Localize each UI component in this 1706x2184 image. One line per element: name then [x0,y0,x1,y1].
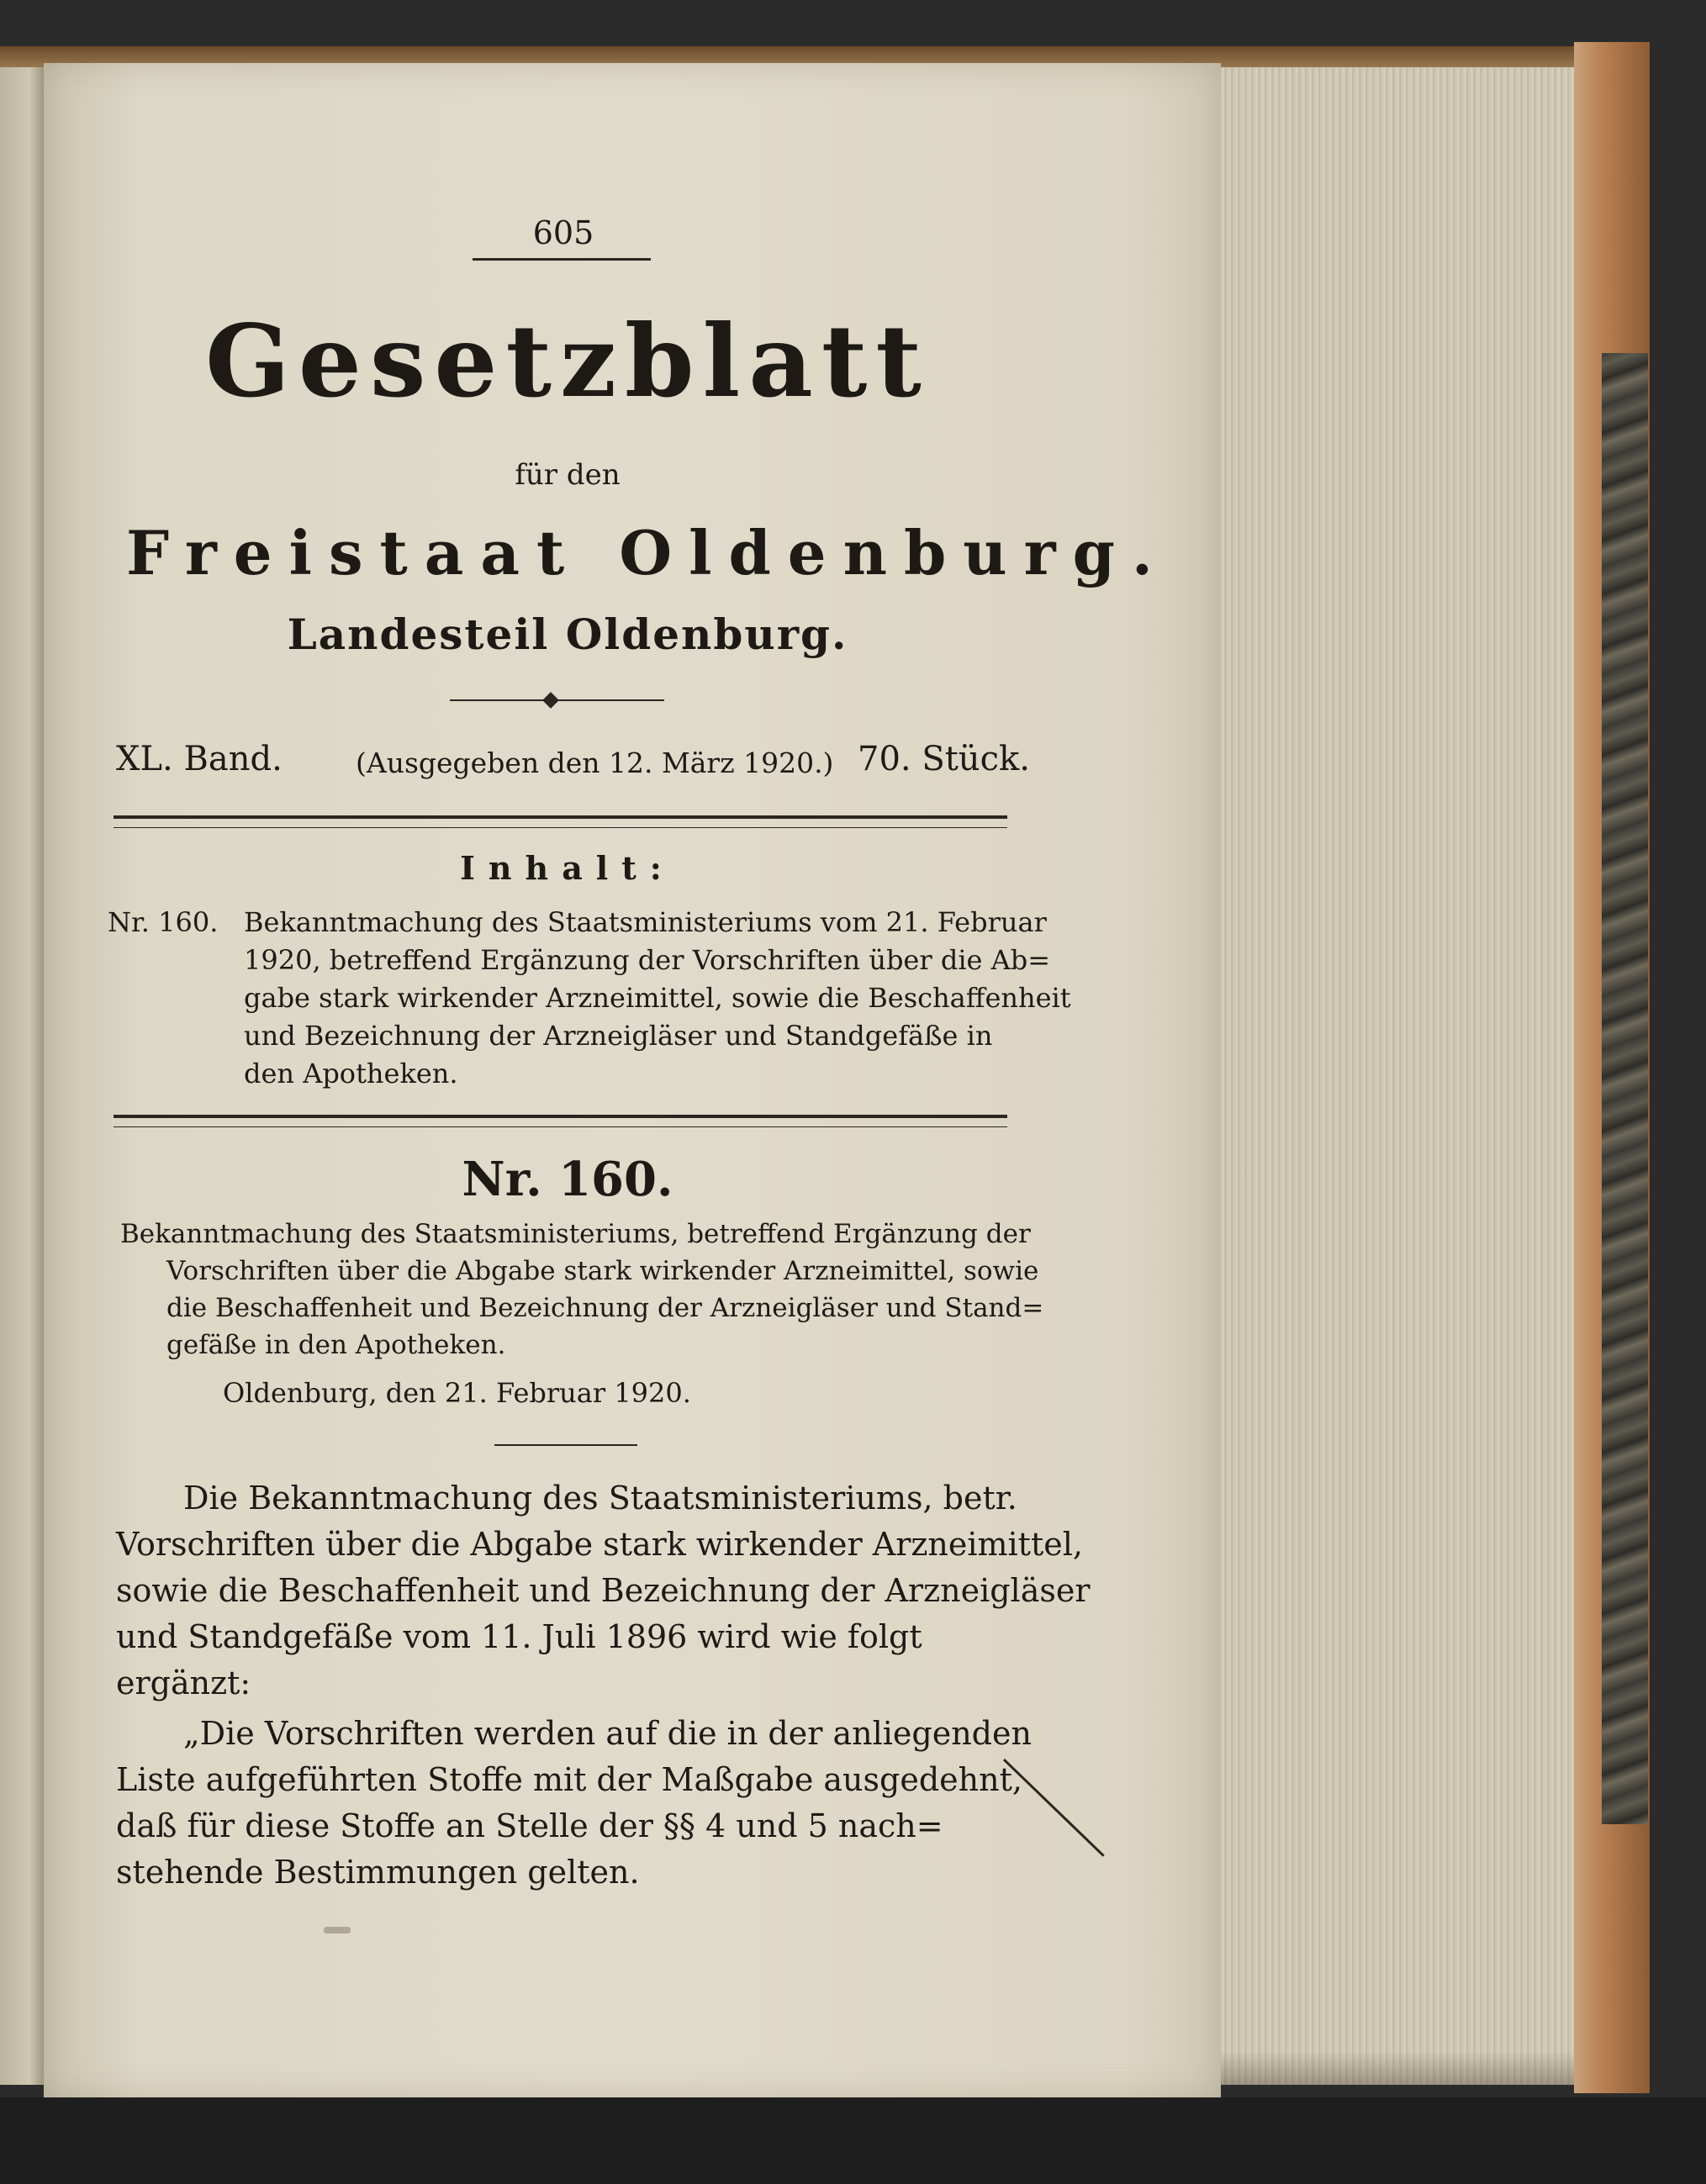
body-line: Vorschriften über die Abgabe stark wirkender Arzneimittel, [116,1526,1083,1563]
double-rule-top [114,815,1007,828]
contents-line: 1920, betreffend Ergänzung der Vorschriften über die Ab= [244,944,1051,976]
article-subject-line: gefäße in den Apotheken. [166,1330,506,1360]
contents-number: Nr. 160. [108,906,219,938]
marbled-board [1602,353,1648,1824]
issue-piece: 70. Stück. [858,740,1030,778]
body-line: und Standgefäße vom 11. Juli 1896 wird wie folgt [116,1618,922,1655]
page-number: 605 [532,214,594,251]
body-line: Die Bekanntmachung des Staatsministeriums, betr. [183,1480,1017,1517]
body-line: „Die Vorschriften werden auf die in der anliegenden [183,1715,1032,1752]
page-stack [1221,67,1574,2085]
contents-line: gabe stark wirkender Arzneimittel, sowie die Beschaffenheit [244,982,1071,1014]
ink-smudge [324,1927,351,1933]
body-line: ergänzt: [116,1664,251,1701]
masthead-region: Landesteil Oldenburg. [287,609,848,659]
masthead-state: Freistaat Oldenburg. [126,517,1170,588]
article-place-date: Oldenburg, den 21. Februar 1920. [223,1377,691,1409]
body-line: Liste aufgeführten Stoffe mit der Maßgabe ausgedehnt, [116,1761,1022,1798]
article-subject-line: die Beschaffenheit und Bezeichnung der Arzneigläser und Stand= [166,1293,1044,1323]
masthead-fuer-den: für den [515,458,621,492]
issue-volume: XL. Band. [116,740,283,778]
left-page-edge [0,67,49,2085]
masthead-title: Gesetzblatt [205,303,930,419]
ornament-divider [450,693,664,708]
article-subject-line: Bekanntmachung des Staatsministeriums, betreffend Ergänzung der [120,1219,1031,1249]
issue-date: (Ausgegeben den 12. März 1920.) [356,746,834,779]
body-line: daß für diese Stoffe an Stelle der §§ 4 und 5 nach= [116,1807,943,1844]
contents-heading: Inhalt: [460,849,675,887]
contents-line: den Apotheken. [244,1058,458,1089]
article-subject-line: Vorschriften über die Abgabe stark wirkender Arzneimittel, sowie [166,1256,1039,1286]
ornament-diamond [542,692,559,709]
contents-line: und Bezeichnung der Arzneigläser und Standgefäße in [244,1020,993,1052]
page-stack-shadow [1221,2051,1574,2085]
body-line: stehende Bestimmungen gelten. [116,1854,640,1891]
double-rule-bottom [114,1115,1007,1127]
article-short-rule [494,1444,637,1446]
body-line: sowie die Beschaffenheit und Bezeichnung der Arzneigläser [116,1572,1091,1609]
article-number: Nr. 160. [462,1152,673,1207]
bottom-shadow [0,2097,1706,2184]
contents-line: Bekanntmachung des Staatsministeriums vom 21. Februar [244,906,1047,938]
page-number-rule [473,258,651,261]
